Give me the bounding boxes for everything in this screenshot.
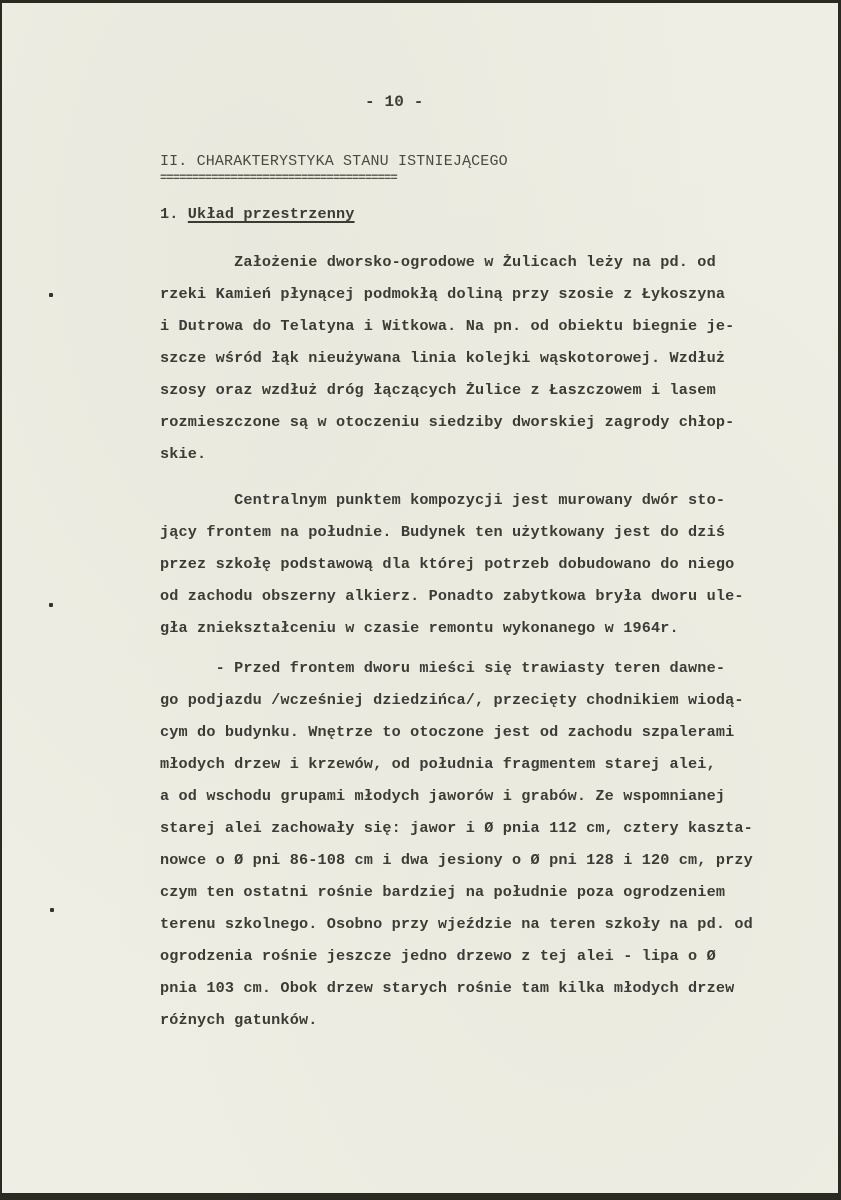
text-line: ogrodzenia rośnie jeszcze jedno drzewo z tej alei - lipa o Ø [160,947,716,965]
text-line: różnych gatunków. [160,1011,318,1029]
text-line: starej alei zachowały się: jawor i Ø pnia 112 cm, cztery kaszta- [160,819,753,837]
binder-hole-mark [49,603,53,607]
text-line: i Dutrowa do Telatyna i Witkowa. Na pn. od obiektu biegnie je- [160,317,735,335]
text-line: gła zniekształceniu w czasie remontu wykonanego w 1964r. [160,619,679,637]
binder-hole-mark [49,293,53,297]
text-line: rzeki Kamień płynącej podmokłą doliną przy szosie z Łykoszyna [160,285,726,303]
document-page [2,3,838,1193]
subsection-number: 1. [160,205,179,223]
subsection-heading [160,205,355,223]
text-line: terenu szkolnego. Osobno przy wjeździe na teren szkoły na pd. od [160,915,753,933]
binder-hole-mark [50,908,54,912]
text-line: cym do budynku. Wnętrze to otoczone jest od zachodu szpalerami [160,723,735,741]
text-line: jący frontem na południe. Budynek ten użytkowany jest do dziś [160,523,726,541]
page-number: - 10 - [365,93,424,111]
text-line: a od wschodu grupami młodych jaworów i grabów. Ze wspomnianej [160,787,726,805]
text-line: pnia 103 cm. Obok drzew starych rośnie tam kilka młodych drzew [160,979,735,997]
subsection-title: Układ przestrzenny [187,205,355,223]
text-line: Założenie dworsko-ogrodowe w Żulicach leży na pd. od [160,253,716,271]
text-line: - Przed frontem dworu mieści się trawiasty teren dawne- [160,659,726,677]
text-line: szosy oraz wzdłuż dróg łączących Żulice z Łaszczowem i lasem [160,381,716,399]
text-line: przez szkołę podstawową dla której potrzeb dobudowano do niego [160,555,735,573]
text-line: od zachodu obszerny alkierz. Ponadto zabytkowa bryła dworu ule- [160,587,744,605]
text-line: nowce o Ø pni 86-108 cm i dwa jesiony o Ø pni 128 i 120 cm, przy [160,851,753,869]
text-line: szcze wśród łąk nieużywana linia kolejki wąskotorowej. Wzdłuż [160,349,726,367]
text-line: czym ten ostatni rośnie bardziej na południe poza ogrodzeniem [160,883,726,901]
text-line: Centralnym punktem kompozycji jest murowany dwór sto- [160,491,726,509]
text-line: go podjazdu /wcześniej dziedzińca/, przecięty chodnikiem wiodą- [160,691,744,709]
section-heading: II. CHARAKTERYSTYKA STANU ISTNIEJĄCEGO [160,153,508,170]
text-line: rozmieszczone są w otoczeniu siedziby dworskiej zagrody chłop- [160,413,735,431]
text-line: skie. [160,445,207,463]
text-line: młodych drzew i krzewów, od południa fragmentem starej alei, [160,755,716,773]
section-heading-underline: ===================================== [160,171,397,185]
